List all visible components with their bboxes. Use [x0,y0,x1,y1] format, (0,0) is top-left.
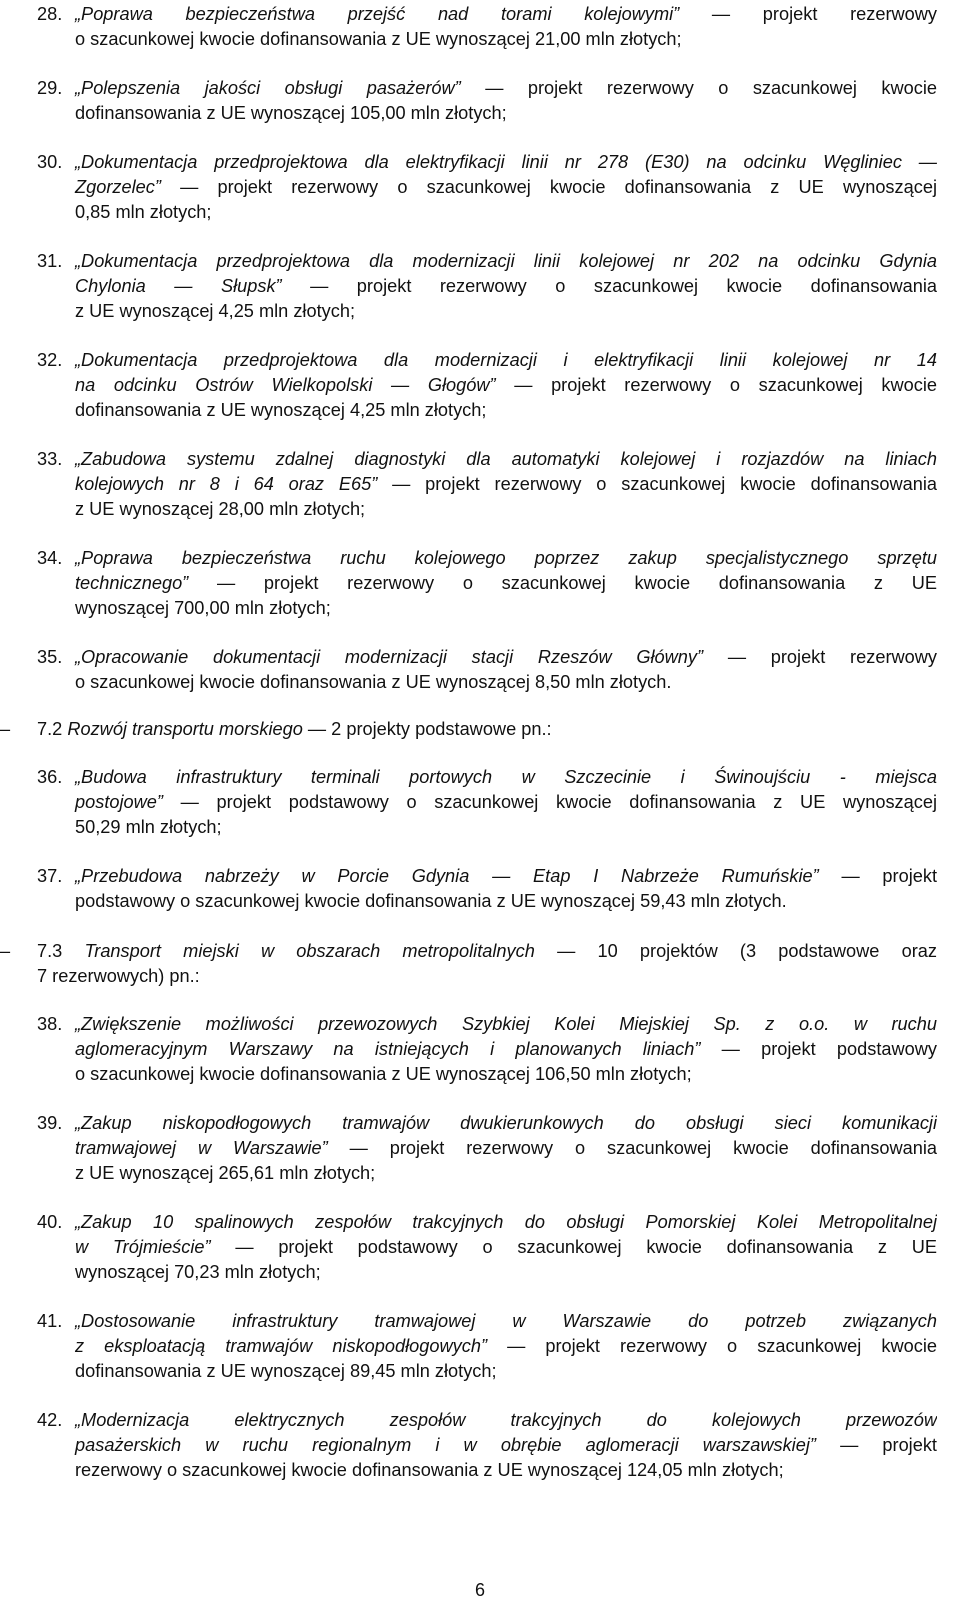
item-text-line [37,790,937,815]
item-text-line [37,571,937,596]
item-text-line [37,546,937,571]
item-text-line [37,1458,937,1483]
item-number: 38. [37,1014,63,1034]
item-text-line [37,1161,937,1186]
item-text: dofinansowania z UE wynoszącej 4,25 mln złotych; [75,400,487,420]
item-number: 29. [37,78,63,98]
item-text: — projekt rezerwowy o szacunkowej kwocie [485,78,937,98]
item-text-line [37,249,937,274]
item-number: 33. [37,449,63,469]
list-item [37,645,937,695]
section-bullet: – [0,719,11,739]
item-number: 30. [37,152,63,172]
section-title: Transport miejski w obszarach metropolitalnych [84,941,535,961]
list-item [37,546,937,621]
item-text: wynoszącej 700,00 mln złotych; [75,598,331,618]
list-item [37,1210,937,1285]
item-text-line [37,1136,937,1161]
item-text: z eksploatacją tramwajów niskopodłogowych” [75,1336,508,1356]
section-bullet: – [0,941,11,961]
item-text-line [37,472,937,497]
item-text-line [37,765,937,790]
section-description: — 2 projekty podstawowe pn.: [302,719,552,739]
item-text: — projekt rezerwowy [727,647,937,667]
item-text: „Polepszenia jakości obsługi pasażerów” [75,78,486,98]
list-item [37,1408,937,1483]
item-number: 36. [37,767,63,787]
item-number: 37. [37,866,63,886]
item-text: pasażerskich w ruchu regionalnym i w obrębie aglomeracji warszawskiej” [75,1435,841,1455]
list-item [37,249,937,324]
item-text: „Dostosowanie infrastruktury tramwajowej w Warszawie do potrzeb związanych [75,1311,937,1331]
item-text-line [37,1037,937,1062]
list-item [37,2,937,52]
item-text-line [37,1408,937,1433]
item-text: o szacunkowej kwocie dofinansowania z UE wynoszącej 106,50 mln złotych; [75,1064,692,1084]
item-text: „Dokumentacja przedprojektowa dla modernizacji linii kolejowej nr 202 na odcinku Gdynia [75,251,937,271]
list-item [37,864,937,914]
item-text-line [37,175,937,200]
item-text: „Zwiększenie możliwości przewozowych Szybkiej Kolei Miejskiej Sp. z o.o. w ruchu [75,1014,937,1034]
item-text-line [37,1359,937,1384]
item-text: 50,29 mln złotych; [75,817,222,837]
section-title: Rozwój transportu morskiego [67,719,303,739]
item-text: w Trójmieście” [75,1237,236,1257]
item-text: — projekt rezerwowy o szacunkowej kwocie [514,375,937,395]
item-text: — projekt rezerwowy o szacunkowej kwocie dofinansowania [349,1138,937,1158]
item-text: „Poprawa bezpieczeństwa ruchu kolejowego poprzez zakup specjalistycznego sprzętu [75,548,937,568]
item-text-line [37,645,937,670]
item-text: — projekt [841,866,937,886]
item-text: dofinansowania z UE wynoszącej 89,45 mln złotych; [75,1361,497,1381]
item-text: „Dokumentacja przedprojektowa dla modernizacji i elektryfikacji linii kolejowej nr 14 [75,350,937,370]
item-number: 34. [37,548,63,568]
item-text-line [37,447,937,472]
item-text: „Przebudowa nabrzeży w Porcie Gdynia — Etap I Nabrzeże Rumuńskie” [75,866,842,886]
item-text-line [37,815,937,840]
item-text-line [37,1235,937,1260]
item-number: 39. [37,1113,63,1133]
item-text: 0,85 mln złotych; [75,202,212,222]
item-text: dofinansowania z UE wynoszącej 105,00 mln złotych; [75,103,507,123]
item-text-line [37,76,937,101]
item-text: — projekt [840,1435,937,1455]
item-text-line [37,1012,937,1037]
item-text: „Modernizacja elektrycznych zespołów trakcyjnych do kolejowych przewozów [75,1410,937,1430]
item-text: „Zakup niskopodłogowych tramwajów dwukierunkowych do obsługi sieci komunikacji [75,1113,937,1133]
item-text: rezerwowy o szacunkowej kwocie dofinansowania z UE wynoszącej 124,05 mln złotych; [75,1460,784,1480]
item-text: — projekt podstawowy o szacunkowej kwocie dofinansowania z UE [235,1237,937,1257]
list-item [37,1111,937,1186]
item-text: tramwajowej w Warszawie” [75,1138,350,1158]
item-text: z UE wynoszącej 265,61 mln złotych; [75,1163,376,1183]
item-text: aglomeracyjnym Warszawy na istniejących i planowanych liniach” [75,1039,722,1059]
item-text: wynoszącej 70,23 mln złotych; [75,1262,321,1282]
item-text: postojowe” [75,792,181,812]
item-text: — projekt podstawowy [721,1039,937,1059]
item-text-line [37,373,937,398]
item-number: 28. [37,4,63,24]
item-text: — projekt rezerwowy o szacunkowej kwocie dofinansowania z UE wynoszącej [180,177,937,197]
item-text: kolejowych nr 8 i 64 oraz E65” [75,474,393,494]
item-text-line [37,274,937,299]
item-text: „Zabudowa systemu zdalnej diagnostyki dla automatyki kolejowej i rozjazdów na liniach [75,449,937,469]
item-text-line [37,1210,937,1235]
list-item [37,76,937,126]
item-text-line [37,1433,937,1458]
item-text: „Budowa infrastruktury terminali portowych w Szczecinie i Świnoujściu - miejsca [75,767,937,787]
item-text-line [37,596,937,621]
list-item [37,1309,937,1384]
item-text-line [37,1260,937,1285]
item-text: o szacunkowej kwocie dofinansowania z UE wynoszącej 21,00 mln złotych; [75,29,682,49]
item-text-line [37,299,937,324]
item-number: 32. [37,350,63,370]
item-text: z UE wynoszącej 28,00 mln złotych; [75,499,366,519]
section-number: 7.3 [37,941,85,961]
item-text-line [37,150,937,175]
item-text-line [37,200,937,225]
item-number: 35. [37,647,63,667]
item-text: „Dokumentacja przedprojektowa dla elektryfikacji linii nr 278 (E30) na odcinku Węgliniec — [75,152,937,172]
item-text-line [37,2,937,27]
item-number: 40. [37,1212,63,1232]
item-text: na odcinku Ostrów Wielkopolski — Głogów” [75,375,515,395]
item-text-line [37,348,937,373]
item-text-line [37,1062,937,1087]
item-text-line [37,398,937,423]
section-7-3 [0,939,937,989]
item-text: o szacunkowej kwocie dofinansowania z UE wynoszącej 8,50 mln złotych. [75,672,672,692]
list-item [37,765,937,840]
item-text: Chylonia — Słupsk” [75,276,311,296]
list-item [37,150,937,225]
item-text: „Opracowanie dokumentacji modernizacji stacji Rzeszów Główny” [75,647,728,667]
list-item [37,447,937,522]
item-text-line [37,1334,937,1359]
item-number: 42. [37,1410,63,1430]
list-item [37,348,937,423]
section-number: 7.2 [37,719,68,739]
item-number: 41. [37,1311,63,1331]
item-text-line [37,101,937,126]
item-text: — projekt rezerwowy o szacunkowej kwocie dofinansowania z UE [216,573,937,593]
item-text: z UE wynoszącej 4,25 mln złotych; [75,301,355,321]
page-number: 6 [474,1580,485,1600]
section-description: — 10 projektów (3 podstawowe oraz [534,941,937,961]
item-number: 31. [37,251,63,271]
item-text: technicznego” [75,573,217,593]
item-text-line [37,1309,937,1334]
item-text: „Poprawa bezpieczeństwa przejść nad torami kolejowymi” [75,4,712,24]
section-description-cont: 7 rezerwowych) pn.: [37,966,200,986]
item-text: „Zakup 10 spalinowych zespołów trakcyjnych do obsługi Pomorskiej Kolei Metropolitalnej [75,1212,937,1232]
item-text: — projekt rezerwowy [711,4,937,24]
item-text: — projekt rezerwowy o szacunkowej kwocie dofinansowania [392,474,937,494]
item-text-line [37,497,937,522]
item-text-line [37,889,937,914]
item-text: — projekt podstawowy o szacunkowej kwocie dofinansowania z UE wynoszącej [180,792,937,812]
section-7-2 [0,717,937,742]
item-text-line [37,1111,937,1136]
item-text: Zgorzelec” [75,177,181,197]
item-text: podstawowy o szacunkowej kwocie dofinansowania z UE wynoszącej 59,43 mln złotych. [75,891,787,911]
item-text-line [37,864,937,889]
item-text-line [37,670,937,695]
item-text-line [37,27,937,52]
item-text: — projekt rezerwowy o szacunkowej kwocie dofinansowania [310,276,937,296]
item-text: — projekt rezerwowy o szacunkowej kwocie [507,1336,937,1356]
list-item [37,1012,937,1087]
